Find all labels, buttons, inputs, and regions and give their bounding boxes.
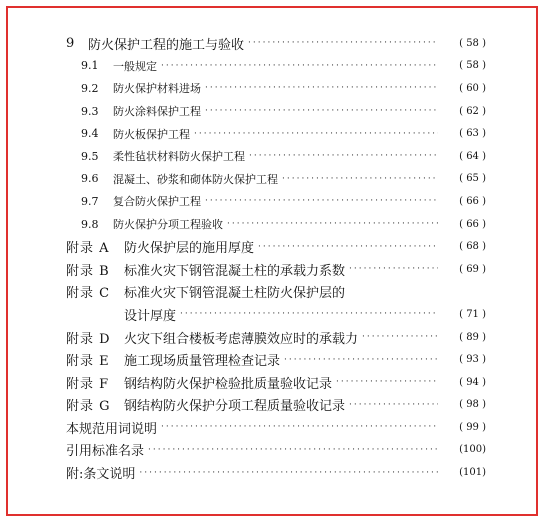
entry-page: ( 60 ) (459, 82, 486, 94)
dot-leader (362, 332, 438, 342)
entry-title: 防火保护层的施用厚度 (124, 241, 255, 257)
entry-number: 9.3 (81, 104, 99, 118)
toc-entry-chapter-9[interactable] (66, 32, 486, 55)
toc-entry-appendix-b[interactable] (66, 258, 486, 281)
entry-page: ( 64 ) (459, 150, 486, 162)
toc-entry-9-5[interactable] (66, 145, 486, 168)
entry-page: ( 89 ) (459, 331, 486, 343)
dot-leader (205, 83, 438, 93)
entry-number: 附录 B (66, 263, 110, 279)
toc-entry-9-7[interactable] (66, 190, 486, 213)
toc-entry-appendix-c[interactable] (66, 281, 486, 304)
entry-title: 复合防火保护工程 (113, 195, 201, 209)
entry-title-continued: 设计厚度 (124, 308, 177, 324)
entry-page: ( 66 ) (459, 218, 486, 230)
entry-page: ( 98 ) (459, 399, 486, 411)
entry-title: 柔性毡状材料防火保护工程 (113, 150, 245, 164)
entry-title: 防火板保护工程 (113, 127, 190, 141)
entry-page: ( 62 ) (459, 105, 486, 117)
toc-entry-appendix-e[interactable] (66, 348, 486, 371)
entry-title: 附:条文说明 (66, 467, 136, 483)
dot-leader (205, 196, 438, 206)
toc-entry-terms[interactable] (66, 416, 486, 439)
entry-page: ( 68 ) (459, 241, 486, 253)
dot-leader (336, 377, 438, 387)
entry-title: 防火保护工程的施工与验收 (88, 37, 245, 53)
dot-leader (227, 219, 438, 229)
entry-title: 施工现场质量管理检查记录 (124, 354, 281, 370)
entry-number: 9.5 (81, 149, 99, 163)
dot-leader (258, 242, 438, 252)
entry-number: 9.2 (81, 81, 99, 95)
entry-number: 9.1 (81, 59, 99, 73)
entry-title: 防火保护材料进场 (113, 82, 201, 96)
dot-leader (284, 355, 438, 365)
dot-leader (248, 38, 438, 48)
entry-title: 一般规定 (113, 59, 157, 73)
entry-page: ( 66 ) (459, 195, 486, 207)
entry-number: 9 (66, 35, 75, 51)
entry-title: 标准火灾下钢管混凝土柱的承载力系数 (124, 263, 346, 279)
dot-leader (139, 468, 438, 478)
dot-leader (148, 445, 438, 455)
toc-entry-9-8[interactable] (66, 213, 486, 236)
entry-number: 附录 C (66, 286, 111, 302)
entry-title: 本规范用词说明 (66, 421, 158, 437)
entry-number: 附录 F (66, 376, 110, 392)
entry-title: 混凝土、砂浆和砌体防火保护工程 (113, 172, 278, 186)
entry-number: 附录 A (66, 241, 110, 257)
entry-page: ( 93 ) (459, 354, 486, 366)
entry-page: (100) (459, 444, 486, 456)
entry-page: ( 99 ) (459, 421, 486, 433)
toc-entry-appendix-d[interactable] (66, 326, 486, 349)
dot-leader (282, 174, 438, 184)
entry-page: ( 71 ) (459, 308, 486, 320)
entry-page: ( 65 ) (459, 173, 486, 185)
entry-page: ( 58 ) (459, 37, 486, 49)
entry-page: ( 94 ) (459, 376, 486, 388)
toc-entry-appendix-g[interactable] (66, 394, 486, 417)
dot-leader (194, 129, 438, 139)
entry-title: 钢结构防火保护检验批质量验收记录 (124, 376, 333, 392)
entry-number: 9.4 (81, 127, 99, 141)
entry-title: 标准火灾下钢管混凝土柱防火保护层的 (124, 286, 346, 302)
entry-title: 钢结构防火保护分项工程质量验收记录 (124, 399, 346, 415)
dot-leader (180, 309, 438, 319)
entry-title: 防火涂料保护工程 (113, 105, 201, 119)
toc-entry-references[interactable] (66, 439, 486, 462)
dot-leader (161, 61, 438, 71)
table-of-contents (66, 32, 486, 484)
dot-leader (249, 151, 438, 161)
toc-entry-9-1[interactable] (66, 55, 486, 78)
entry-number: 附录 D (66, 331, 111, 347)
entry-title: 引用标准名录 (66, 444, 145, 460)
toc-entry-9-2[interactable] (66, 77, 486, 100)
entry-title: 防火保护分项工程验收 (113, 218, 223, 232)
entry-number: 9.7 (81, 194, 99, 208)
toc-entry-notes[interactable] (66, 461, 486, 484)
entry-page: (101) (459, 467, 486, 479)
toc-entry-9-6[interactable] (66, 168, 486, 191)
toc-entry-appendix-f[interactable] (66, 371, 486, 394)
entry-page: ( 69 ) (459, 263, 486, 275)
toc-entry-9-3[interactable] (66, 100, 486, 123)
dot-leader (205, 106, 438, 116)
dot-leader (349, 400, 438, 410)
toc-entry-appendix-c-continued[interactable] (66, 303, 486, 326)
toc-entry-appendix-a[interactable] (66, 235, 486, 258)
entry-page: ( 63 ) (459, 128, 486, 140)
dot-leader (161, 422, 438, 432)
entry-number: 9.8 (81, 217, 99, 231)
dot-leader (349, 264, 438, 274)
entry-number: 9.6 (81, 172, 99, 186)
entry-number: 附录 G (66, 399, 111, 415)
entry-number: 附录 E (66, 354, 110, 370)
toc-entry-9-4[interactable] (66, 122, 486, 145)
entry-page: ( 58 ) (459, 60, 486, 72)
entry-title: 火灾下组合楼板考虑薄膜效应时的承载力 (124, 331, 359, 347)
